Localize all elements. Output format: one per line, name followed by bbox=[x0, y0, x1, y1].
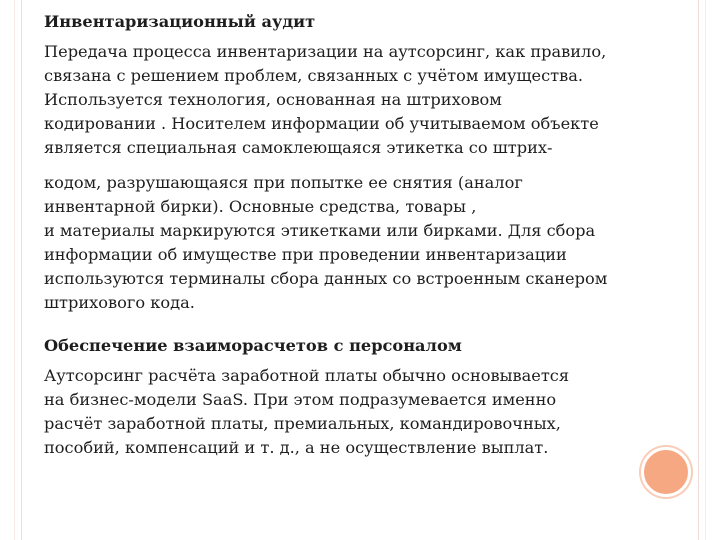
paragraph-line: Используется технология, основанная на штриховом bbox=[44, 90, 502, 109]
paragraph-line: расчёт заработной платы, премиальных, командировочных, bbox=[44, 414, 561, 433]
section-heading-payroll: Обеспечение взаиморасчетов с персоналом bbox=[44, 336, 462, 355]
paragraph-line: пособий, компенсаций и т. д., а не осуществление выплат. bbox=[44, 438, 549, 457]
paragraph-line: используются терминалы сбора данных со встроенным сканером bbox=[44, 269, 608, 288]
decorative-circle bbox=[641, 447, 691, 497]
paragraph-line: кодом, разрушающаяся при попытке ее снятия (аналог bbox=[44, 173, 523, 192]
paragraph-line: инвентарной бирки). Основные средства, товары , bbox=[44, 197, 477, 216]
slide-content bbox=[44, 10, 684, 460]
paragraph-line: информации об имуществе при проведении инвентаризации bbox=[44, 245, 567, 264]
paragraph-line: кодировании . Носителем информации об учитываемом объекте bbox=[44, 114, 599, 133]
paragraph-line: Аутсорсинг расчёта заработной платы обычно основывается bbox=[44, 366, 570, 385]
paragraph-line: и материалы маркируются этикетками или бирками. Для сбора bbox=[44, 221, 596, 240]
paragraph-line: является специальная самоклеющаяся этикетка со штрих- bbox=[44, 138, 553, 157]
paragraph-line: связана с решением проблем, связанных с учётом имущества. bbox=[44, 66, 584, 85]
section-heading-inventory-audit: Инвентаризационный аудит bbox=[44, 12, 316, 31]
paragraph-line: Передача процесса инвентаризации на аутсорсинг, как правило, bbox=[44, 42, 607, 61]
paragraph-line: на бизнес-модели SaaS. При этом подразумевается именно bbox=[44, 390, 557, 409]
paragraph-line: штрихового кода. bbox=[44, 293, 195, 312]
